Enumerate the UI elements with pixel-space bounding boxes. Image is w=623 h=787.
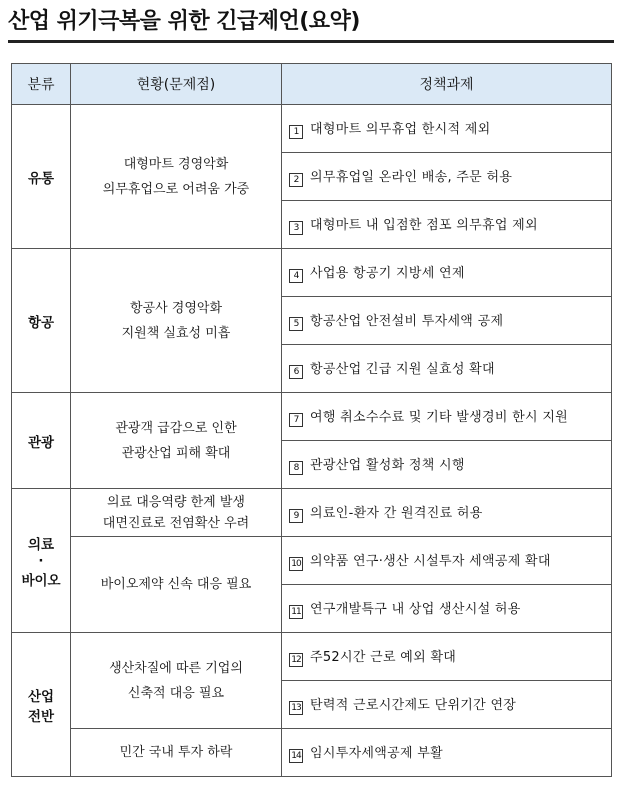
item-number: 1 — [289, 125, 303, 139]
policy-item — [282, 201, 612, 249]
category-line: 전반 — [27, 708, 55, 725]
status-line: 의료 대응역량 한계 발생 — [107, 494, 245, 510]
policy-text: 탄력적 근로시간제도 단위기간 연장 — [310, 698, 517, 713]
status-cell — [71, 393, 282, 489]
status-cell — [71, 633, 282, 729]
policy-text: 주52시간 근로 예외 확대 — [310, 650, 457, 665]
policy-text: 의무휴업일 온라인 배송, 주문 허용 — [310, 170, 513, 185]
policy-text: 연구개발특구 내 상업 생산시설 허용 — [310, 602, 521, 617]
item-number: 6 — [289, 365, 303, 379]
status-line: 신축적 대응 필요 — [127, 685, 225, 701]
item-number: 5 — [289, 317, 303, 331]
item-number: 4 — [289, 269, 303, 283]
status-cell — [71, 249, 282, 393]
policy-item — [282, 441, 612, 489]
status-line: 항공사 경영악화 — [129, 300, 223, 316]
status-cell — [71, 489, 282, 537]
category-cell — [12, 633, 71, 777]
item-number: 8 — [289, 461, 303, 475]
policy-item — [282, 249, 612, 297]
category-cell — [12, 489, 71, 633]
table-row — [12, 249, 612, 297]
policy-text: 항공산업 안전설비 투자세액 공제 — [310, 314, 504, 329]
item-number: 11 — [289, 605, 303, 619]
status-line: 지원책 실효성 미흡 — [121, 325, 231, 341]
category-line: 의료 — [27, 536, 55, 553]
status-line: 대형마트 경영악화 — [123, 156, 229, 172]
item-number: 3 — [289, 221, 303, 235]
header-category: 분류 — [12, 64, 71, 105]
policy-text: 여행 취소수수료 및 기타 발생경비 한시 지원 — [310, 410, 569, 425]
item-number: 10 — [289, 557, 303, 571]
table-row — [12, 537, 612, 585]
policy-text: 사업용 항공기 지방세 연제 — [310, 266, 465, 281]
status-cell: 민간 국내 투자 하락 — [71, 729, 282, 777]
table-row — [12, 393, 612, 441]
policy-item — [282, 633, 612, 681]
policy-item — [282, 345, 612, 393]
status-line: 관광객 급감으로 인한 — [115, 420, 237, 436]
policy-item — [282, 681, 612, 729]
status-line: 대면진료로 전염확산 우려 — [102, 515, 250, 531]
table-row — [12, 729, 612, 777]
table-header-row — [12, 64, 612, 105]
policy-text: 대형마트 내 입점한 점포 의무휴업 제외 — [310, 218, 538, 233]
policy-item — [282, 729, 612, 777]
policy-item — [282, 585, 612, 633]
table-row — [12, 105, 612, 153]
policy-text: 임시투자세액공제 부활 — [310, 746, 444, 761]
policy-text: 의약품 연구·생산 시설투자 세액공제 확대 — [310, 554, 551, 569]
item-number: 13 — [289, 701, 303, 715]
category-line: 바이오 — [21, 572, 61, 589]
status-cell: 바이오제약 신속 대응 필요 — [71, 537, 282, 633]
status-cell — [71, 105, 282, 249]
policy-item — [282, 105, 612, 153]
policy-text: 의료인-환자 간 원격진료 허용 — [310, 506, 483, 521]
category-cell: 관광 — [12, 393, 71, 489]
policy-item — [282, 297, 612, 345]
status-line: 생산차질에 따른 기업의 — [109, 660, 243, 676]
table-row — [12, 633, 612, 681]
status-line: 관광산업 피해 확대 — [121, 445, 231, 461]
header-policy: 정책과제 — [282, 64, 612, 105]
item-number: 12 — [289, 653, 303, 667]
policy-text: 대형마트 의무휴업 한시적 제외 — [310, 122, 491, 137]
policy-item — [282, 489, 612, 537]
item-number: 9 — [289, 509, 303, 523]
item-number: 14 — [289, 749, 303, 763]
status-line: 의무휴업으로 어려움 가중 — [102, 181, 250, 197]
policy-item — [282, 153, 612, 201]
item-number: 2 — [289, 173, 303, 187]
category-line: · — [38, 552, 44, 569]
policy-table — [11, 63, 612, 777]
category-line: 산업 — [27, 688, 55, 705]
category-cell: 항공 — [12, 249, 71, 393]
policy-item — [282, 537, 612, 585]
header-status: 현황(문제점) — [71, 64, 282, 105]
policy-text: 관광산업 활성화 정책 시행 — [310, 458, 465, 473]
page-title: 산업 위기극복을 위한 긴급제언(요약) — [8, 9, 360, 34]
title-underline — [8, 40, 614, 43]
category-cell: 유통 — [12, 105, 71, 249]
policy-text: 항공산업 긴급 지원 실효성 확대 — [310, 362, 495, 377]
item-number: 7 — [289, 413, 303, 427]
policy-item — [282, 393, 612, 441]
table-row — [12, 489, 612, 537]
